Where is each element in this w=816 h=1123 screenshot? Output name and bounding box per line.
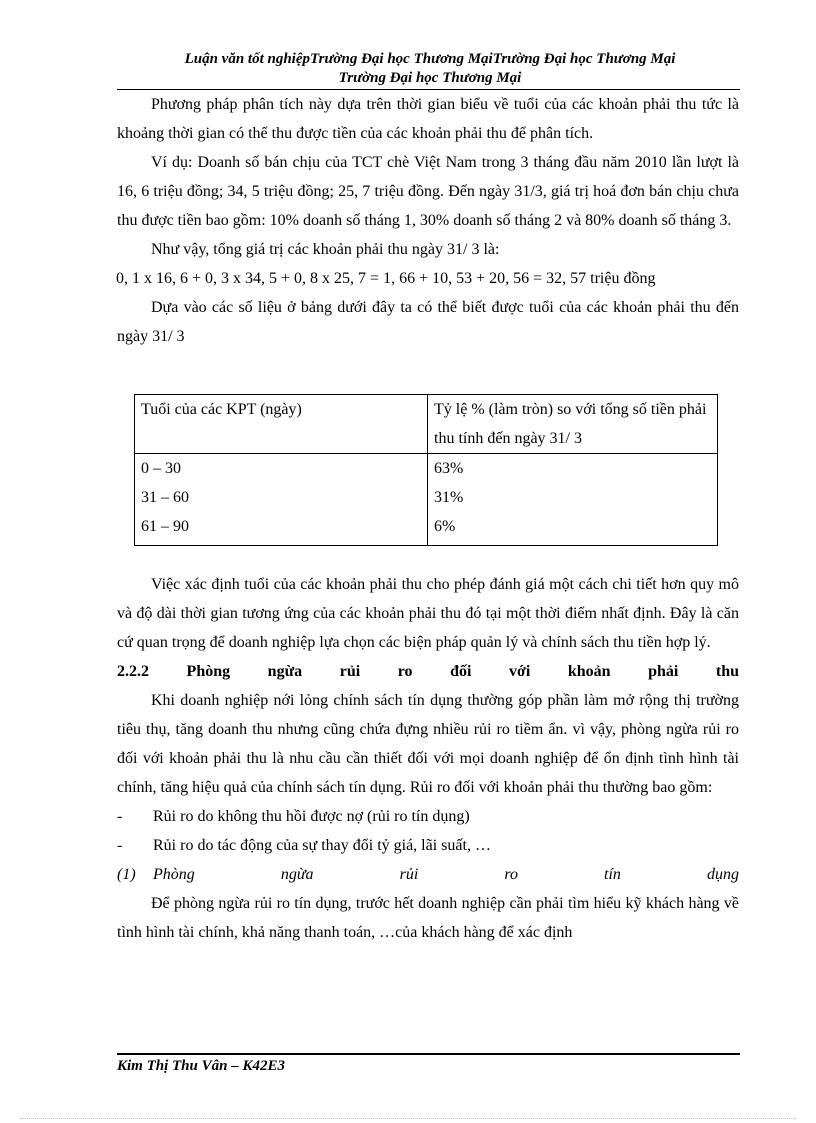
table-header-age: Tuổi của các KPT (ngày) [135, 395, 428, 454]
table-header-percent: Tỷ lệ % (làm tròn) so với tổng số tiền phải thu tính đến ngày 31/ 3 [428, 395, 718, 454]
paragraph-risk-intro: Khi doanh nghiệp nới lỏng chính sách tín dụng thường góp phần làm mở rộng thị trường tiêu thụ, tăng doanh thu nhưng cũng chứa đựng nhiều rủi ro tiềm ẩn. vì vậy, phòng ngừa rủi ro đối với khoản phải thu là nhu cầu cần thiết đối với mọi doanh nghiệp để ổn định tình hình tài chính, tăng hiệu quả của chính sách tín dụng. Rủi ro đối với khoản phải thu thường bao gồm: [117, 692, 739, 796]
list-item [117, 831, 739, 860]
footer-rule [117, 1053, 740, 1055]
paragraph-method: Phương pháp phân tích này dựa trên thời gian biểu về tuổi của các khoản phải thu tức là khoảng thời gian có thể thu được tiền của các khoản phải thu để phân tích. [117, 96, 739, 142]
bullet-marker: - [117, 837, 123, 854]
paragraph-credit-risk: Để phòng ngừa rủi ro tín dụng, trước hết doanh nghiệp cần phải tìm hiểu kỹ khách hàng về tình hình tài chính, khả năng thanh toán, …của khách hàng để xác định [117, 895, 739, 941]
age-value: 31 – 60 [141, 489, 189, 506]
body-bottom [117, 570, 739, 947]
paragraph-table-intro: Dựa vào các số liệu ở bảng dưới đây ta có thể biết được tuổi của các khoản phải thu đến ngày 31/ 3 [117, 299, 739, 345]
percent-value: 31% [434, 489, 464, 506]
percent-value: 6% [434, 518, 456, 535]
body-top [117, 90, 739, 351]
bullet-text: Rủi ro do tác động của sự thay đổi tỷ giá, lãi suất, … [153, 837, 491, 854]
subsection-number: (1) [117, 866, 136, 883]
age-value: 0 – 30 [141, 460, 181, 477]
header-line-2: Trường Đại học Thương Mại [338, 70, 522, 86]
footer-author: Kim Thị Thu Vân – K42E3 [117, 1058, 285, 1074]
percent-cell [428, 454, 718, 546]
bullet-marker: - [117, 808, 123, 825]
table-row [135, 454, 718, 546]
paragraph-age-conclusion: Việc xác định tuổi của các khoản phải thu cho phép đánh giá một cách chi tiết hơn quy mô và độ dài thời gian tương ứng của các khoản phải thu đó tại một thời điểm nhất định. Đây là căn cứ quan trọng để doanh nghiệp lựa chọn các biện pháp quản lý và chính sách thu tiền hợp lý. [117, 576, 739, 651]
formula-line: 0, 1 x 16, 6 + 0, 3 x 34, 5 + 0, 8 x 25, 7 = 1, 66 + 10, 53 + 20, 56 = 32, 57 triệu đồng [116, 270, 656, 287]
table-header-row [135, 395, 718, 454]
page-bottom-border [20, 1118, 796, 1119]
percent-value: 63% [434, 460, 464, 477]
paragraph-total: Như vậy, tổng giá trị các khoản phải thu ngày 31/ 3 là: [151, 241, 500, 258]
page-header [110, 50, 750, 88]
age-cell [135, 454, 428, 546]
header-line-1: Luận văn tốt nghiệpTrường Đại học Thương MạiTrường Đại học Thương Mại [184, 51, 676, 67]
receivables-age-table [134, 394, 718, 546]
subsection-heading [117, 860, 739, 889]
section-heading: 2.2.2 Phòng ngừa rủi ro đối với khoản phải thu [117, 663, 739, 680]
paragraph-example: Ví dụ: Doanh số bán chịu của TCT chè Việt Nam trong 3 tháng đầu năm 2010 lần lượt là 16, 6 triệu đồng; 34, 5 triệu đồng; 25, 7 triệu đồng. Đến ngày 31/3, giá trị hoá đơn bán chịu chưa thu được tiền bao gồm: 10% doanh số tháng 1, 30% doanh số tháng 2 và 80% doanh số tháng 3. [117, 154, 739, 229]
bullet-text: Rủi ro do không thu hồi được nợ (rủi ro tín dụng) [153, 808, 470, 825]
subsection-title: Phòng ngừa rủi ro tín dụng [153, 866, 739, 883]
list-item [117, 802, 739, 831]
age-value: 61 – 90 [141, 518, 189, 535]
